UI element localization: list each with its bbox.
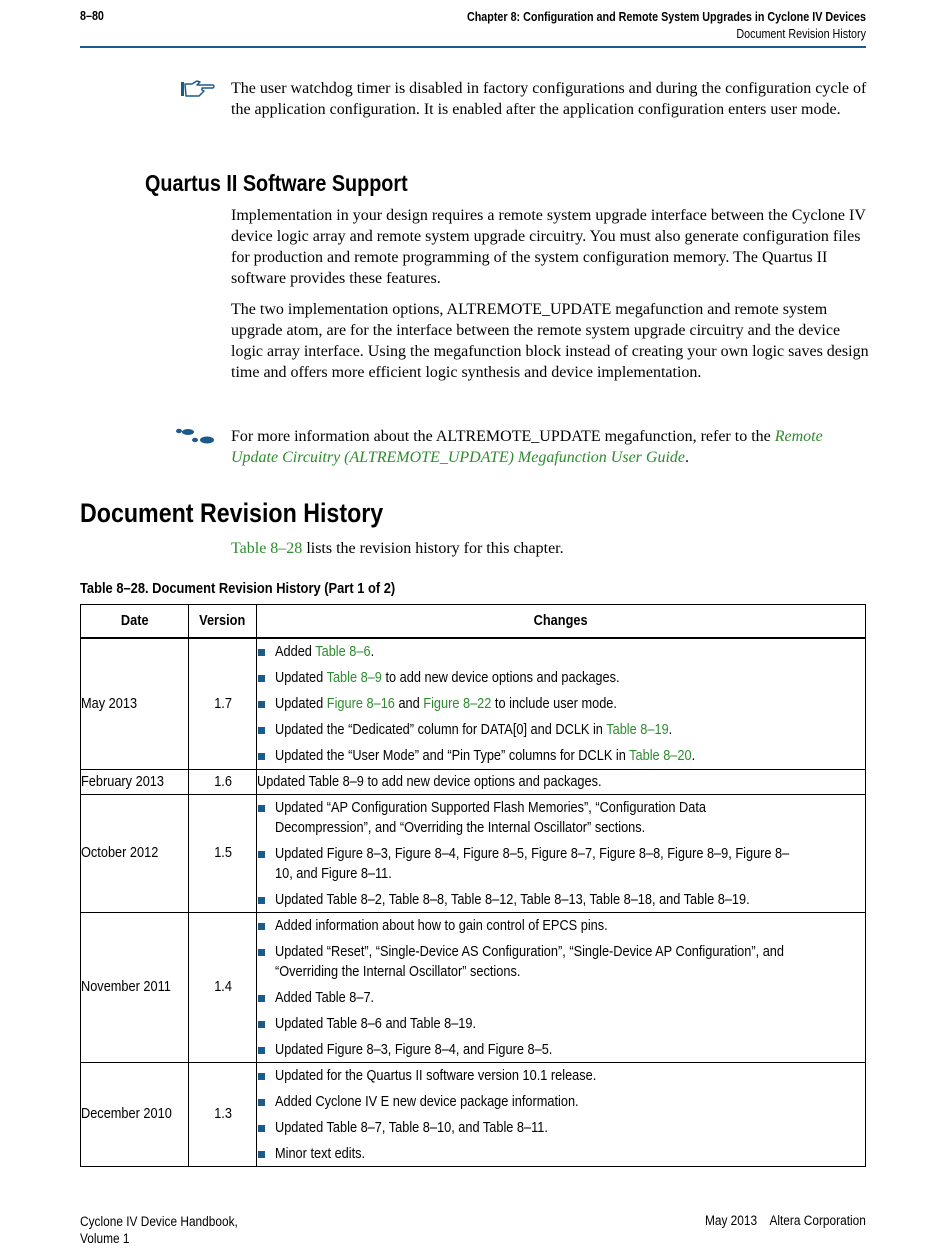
list-item: Updated Table 8–2, Table 8–8, Table 8–12, Table 8–13, Table 8–18, and Table 8–19. bbox=[257, 890, 865, 910]
section-heading-quartus: Quartus II Software Support bbox=[145, 170, 408, 196]
list-item: Added Table 8–6. bbox=[257, 642, 865, 662]
row-version: 1.4 bbox=[189, 912, 257, 1062]
user-guide-link[interactable]: Remote Update Circuitry (ALTREMOTE_UPDATE) Megafunction User Guide bbox=[231, 428, 823, 466]
row-version: 1.7 bbox=[189, 638, 257, 769]
row-changes: Updated Table 8–9 to add new device options and packages. bbox=[256, 769, 865, 794]
revision-table bbox=[80, 604, 866, 1167]
row-changes bbox=[256, 638, 865, 769]
row-date: February 2013 bbox=[81, 769, 189, 794]
table-8-28-link[interactable]: Table 8–28 bbox=[231, 540, 303, 557]
revision-intro bbox=[231, 538, 871, 559]
list-item: Updated “AP Configuration Supported Flash Memories”, “Configuration Data Decompression”, and “Overriding the Internal Oscillator” sections. bbox=[257, 798, 865, 838]
row-version: 1.6 bbox=[189, 769, 257, 794]
list-item: Added Table 8–7. bbox=[257, 988, 865, 1008]
table-row bbox=[81, 794, 866, 912]
revision-intro-text: lists the revision history for this chapter. bbox=[302, 540, 564, 557]
list-item: Updated the “User Mode” and “Pin Type” columns for DCLK in Table 8–20. bbox=[257, 746, 865, 766]
footer-date: May 2013 bbox=[705, 1213, 758, 1228]
chapter-title: Chapter 8: Configuration and Remote System Upgrades in Cyclone IV Devices bbox=[466, 10, 866, 24]
row-changes bbox=[256, 1062, 865, 1166]
running-header bbox=[402, 9, 866, 43]
column-header-date: Date bbox=[81, 605, 189, 639]
row-version: 1.5 bbox=[189, 794, 257, 912]
footer-company: Altera Corporation bbox=[769, 1213, 866, 1228]
list-item: Minor text edits. bbox=[257, 1144, 865, 1164]
section-title: Document Revision History bbox=[736, 27, 866, 41]
list-item: Updated Table 8–6 and Table 8–19. bbox=[257, 1014, 865, 1034]
table-header-row bbox=[81, 605, 866, 639]
table-row bbox=[81, 1062, 866, 1166]
quartus-paragraph-1: Implementation in your design requires a remote system upgrade interface between the Cyclone IV device logic array and remote system upgrade circuitry. You must also generate configuration files for production and remote programming of the system configuration memory. The Quartus II software provides these features. bbox=[231, 207, 866, 287]
header-rule bbox=[80, 46, 866, 48]
list-item: Updated Figure 8–3, Figure 8–4, Figure 8–5, Figure 8–7, Figure 8–8, Figure 8–9, Figure 8–10, and Figure 8–11. bbox=[257, 844, 865, 884]
row-date: November 2011 bbox=[81, 912, 189, 1062]
page-number: 8–80 bbox=[80, 9, 104, 23]
reference-note bbox=[231, 426, 871, 468]
table-row bbox=[81, 769, 866, 794]
table-link[interactable]: Table 8–20 bbox=[629, 748, 692, 765]
row-changes bbox=[256, 794, 865, 912]
reference-note-end: . bbox=[685, 449, 689, 466]
figure-link[interactable]: Figure 8–22 bbox=[423, 696, 492, 713]
row-date: October 2012 bbox=[81, 794, 189, 912]
column-header-version: Version bbox=[189, 605, 257, 639]
list-item: Updated Figure 8–16 and Figure 8–22 to include user mode. bbox=[257, 694, 865, 714]
figure-link[interactable]: Figure 8–16 bbox=[326, 696, 395, 713]
reference-note-text: For more information about the ALTREMOTE_UPDATE megafunction, refer to the bbox=[231, 428, 771, 445]
table-row bbox=[81, 912, 866, 1062]
row-date: December 2010 bbox=[81, 1062, 189, 1166]
table-row bbox=[81, 638, 866, 769]
footprints-icon bbox=[174, 426, 216, 446]
table-caption: Table 8–28. Document Revision History (Part 1 of 2) bbox=[80, 580, 396, 597]
list-item: Updated for the Quartus II software version 10.1 release. bbox=[257, 1066, 865, 1086]
row-changes bbox=[256, 912, 865, 1062]
quartus-paragraph-2: The two implementation options, ALTREMOTE_UPDATE megafunction and remote system upgrade atom, are for the interface between the remote system upgrade circuitry and the device logic array interface. Using the megafunction block instead of creating your own logic saves design time and offers more efficient logic synthesis and device implementation. bbox=[231, 301, 869, 381]
watchdog-note: The user watchdog timer is disabled in factory configurations and during the configuration cycle of the application configuration. It is enabled after the application configuration enters user mode. bbox=[231, 80, 867, 118]
pointing-hand-icon bbox=[180, 80, 216, 98]
footer-publisher bbox=[705, 1213, 866, 1228]
table-link[interactable]: Table 8–6 bbox=[315, 644, 371, 661]
column-header-changes: Changes bbox=[256, 605, 865, 639]
table-link[interactable]: Table 8–19 bbox=[606, 722, 669, 739]
list-item: Updated the “Dedicated” column for DATA[0] and DCLK in Table 8–19. bbox=[257, 720, 865, 740]
footer-book-title: Cyclone IV Device Handbook, Volume 1 bbox=[80, 1214, 238, 1246]
list-item: Updated “Reset”, “Single-Device AS Configuration”, “Single-Device AP Configuration”, and “Overriding the Internal Oscillator” sections. bbox=[257, 942, 865, 982]
list-item: Updated Table 8–9 to add new device options and packages. bbox=[257, 668, 865, 688]
list-item: Updated Figure 8–3, Figure 8–4, and Figure 8–5. bbox=[257, 1040, 865, 1060]
table-link[interactable]: Table 8–9 bbox=[326, 670, 382, 687]
list-item: Added information about how to gain control of EPCS pins. bbox=[257, 916, 865, 936]
list-item: Added Cyclone IV E new device package information. bbox=[257, 1092, 865, 1112]
list-item: Updated Table 8–7, Table 8–10, and Table 8–11. bbox=[257, 1118, 865, 1138]
row-date: May 2013 bbox=[81, 638, 189, 769]
row-version: 1.3 bbox=[189, 1062, 257, 1166]
section-heading-revision: Document Revision History bbox=[80, 498, 384, 528]
